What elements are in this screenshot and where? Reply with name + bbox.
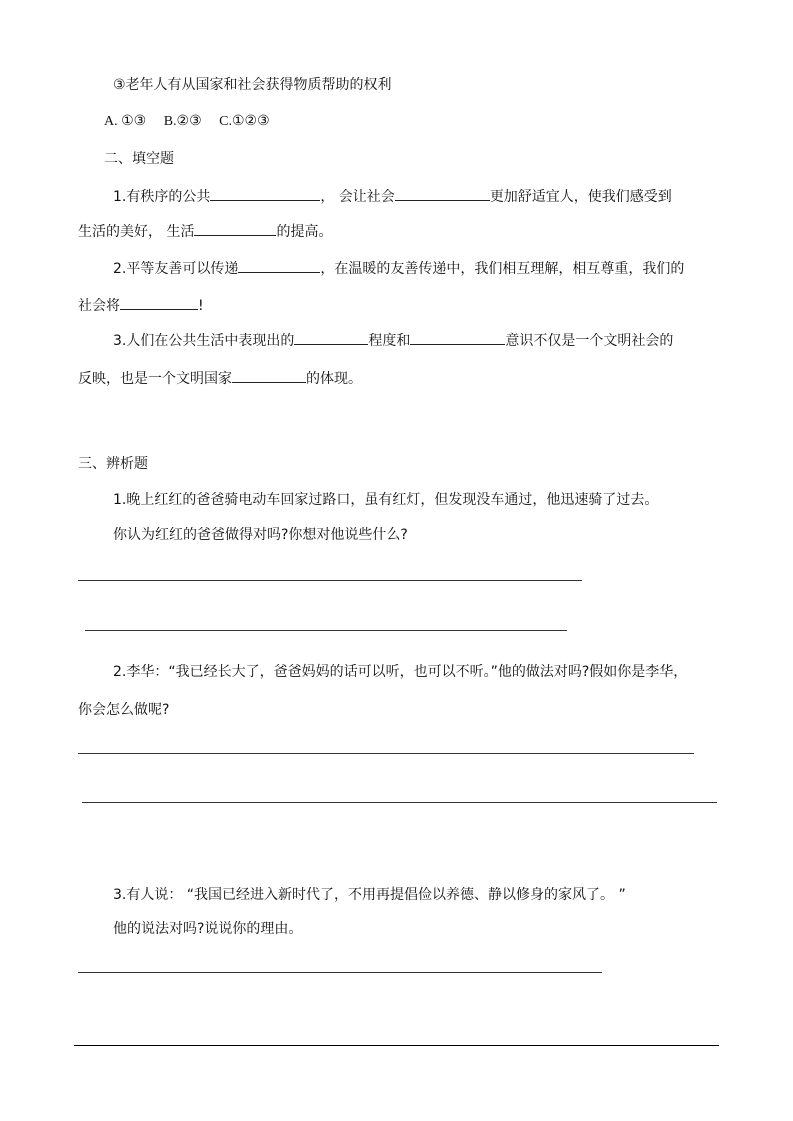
blank-q2-a xyxy=(238,258,320,273)
blank-q3-c xyxy=(232,368,306,383)
analysis-q1-line1: 1.晚上红红的爸爸骑电动车回家过路口，虽有红灯，但发现没车通过，他迅速骑了过去。 xyxy=(113,492,659,508)
fill-q2-text-d: ! xyxy=(198,298,204,314)
analysis-q2-line2: 你会怎么做呢? xyxy=(78,702,170,718)
analysis-q1-line2: 你认为红红的爸爸做得对吗?你想对他说些什么? xyxy=(113,527,408,543)
blank-q1-b xyxy=(395,186,490,201)
blank-q1-c xyxy=(194,221,276,236)
fill-q2-text-a: 2.平等友善可以传递 xyxy=(113,261,239,277)
fill-q3-line1 xyxy=(113,330,673,350)
analysis-q3-line2: 他的说法对吗?说说你的理由。 xyxy=(113,921,303,937)
blank-q3-a xyxy=(294,330,368,345)
fill-q1-text-d: 生活的美好， 生活 xyxy=(78,224,195,240)
fill-q3-text-d: 反映，也是一个文明国家 xyxy=(78,371,232,387)
choice-row xyxy=(104,113,270,131)
choice-b: B.②③ xyxy=(163,114,202,129)
choice-a: A. ①③ xyxy=(104,114,147,129)
answer-line[interactable] xyxy=(78,753,694,754)
blank-q1-a xyxy=(210,186,320,201)
blank-q3-b xyxy=(410,330,505,345)
fill-q1-text-a: 1.有秩序的公共 xyxy=(113,189,211,205)
fill-q3-line2 xyxy=(78,368,362,388)
fill-q1-line1 xyxy=(113,186,672,206)
fill-q1-text-e: 的提高。 xyxy=(276,224,333,240)
blank-q2-b xyxy=(120,295,198,310)
fill-q2-text-b: ，在温暖的友善传递中，我们相互理解，相互尊重，我们的 xyxy=(320,261,685,277)
analysis-q3-line1: 3.有人说： “我国已经进入新时代了，不用再提倡俭以养德、静以修身的家风了。 ” xyxy=(113,887,626,903)
fill-q3-text-c: 意识不仅是一个文明社会的 xyxy=(505,333,674,349)
fill-q3-text-b: 程度和 xyxy=(368,333,411,349)
fill-q2-line1 xyxy=(113,258,684,278)
answer-line[interactable] xyxy=(85,630,567,631)
option-3-text: ③老年人有从国家和社会获得物质帮助的权利 xyxy=(113,77,392,93)
fill-q1-line2 xyxy=(78,221,332,241)
analysis-section-title: 三、辨析题 xyxy=(78,456,148,472)
fill-q3-text-e: 的体现。 xyxy=(306,371,362,387)
answer-line[interactable] xyxy=(78,972,602,973)
fill-q2-text-c: 社会将 xyxy=(78,298,120,314)
fill-q2-line2 xyxy=(78,295,204,315)
fill-q1-text-c: 更加舒适宜人，使我们感受到 xyxy=(489,189,672,205)
fill-q3-text-a: 3.人们在公共生活中表现出的 xyxy=(113,333,295,349)
choice-c: C.①②③ xyxy=(219,114,270,129)
fill-section-title: 二、填空题 xyxy=(104,151,174,167)
answer-line[interactable] xyxy=(82,802,717,803)
page-footer-rule xyxy=(74,1045,719,1046)
fill-q1-text-b: ， 会让社会 xyxy=(320,189,395,205)
answer-line[interactable] xyxy=(78,580,582,581)
analysis-q2-line1: 2.李华：“我已经长大了，爸爸妈妈的话可以听，也可以不听。”他的做法对吗?假如你是李华， xyxy=(113,664,688,680)
